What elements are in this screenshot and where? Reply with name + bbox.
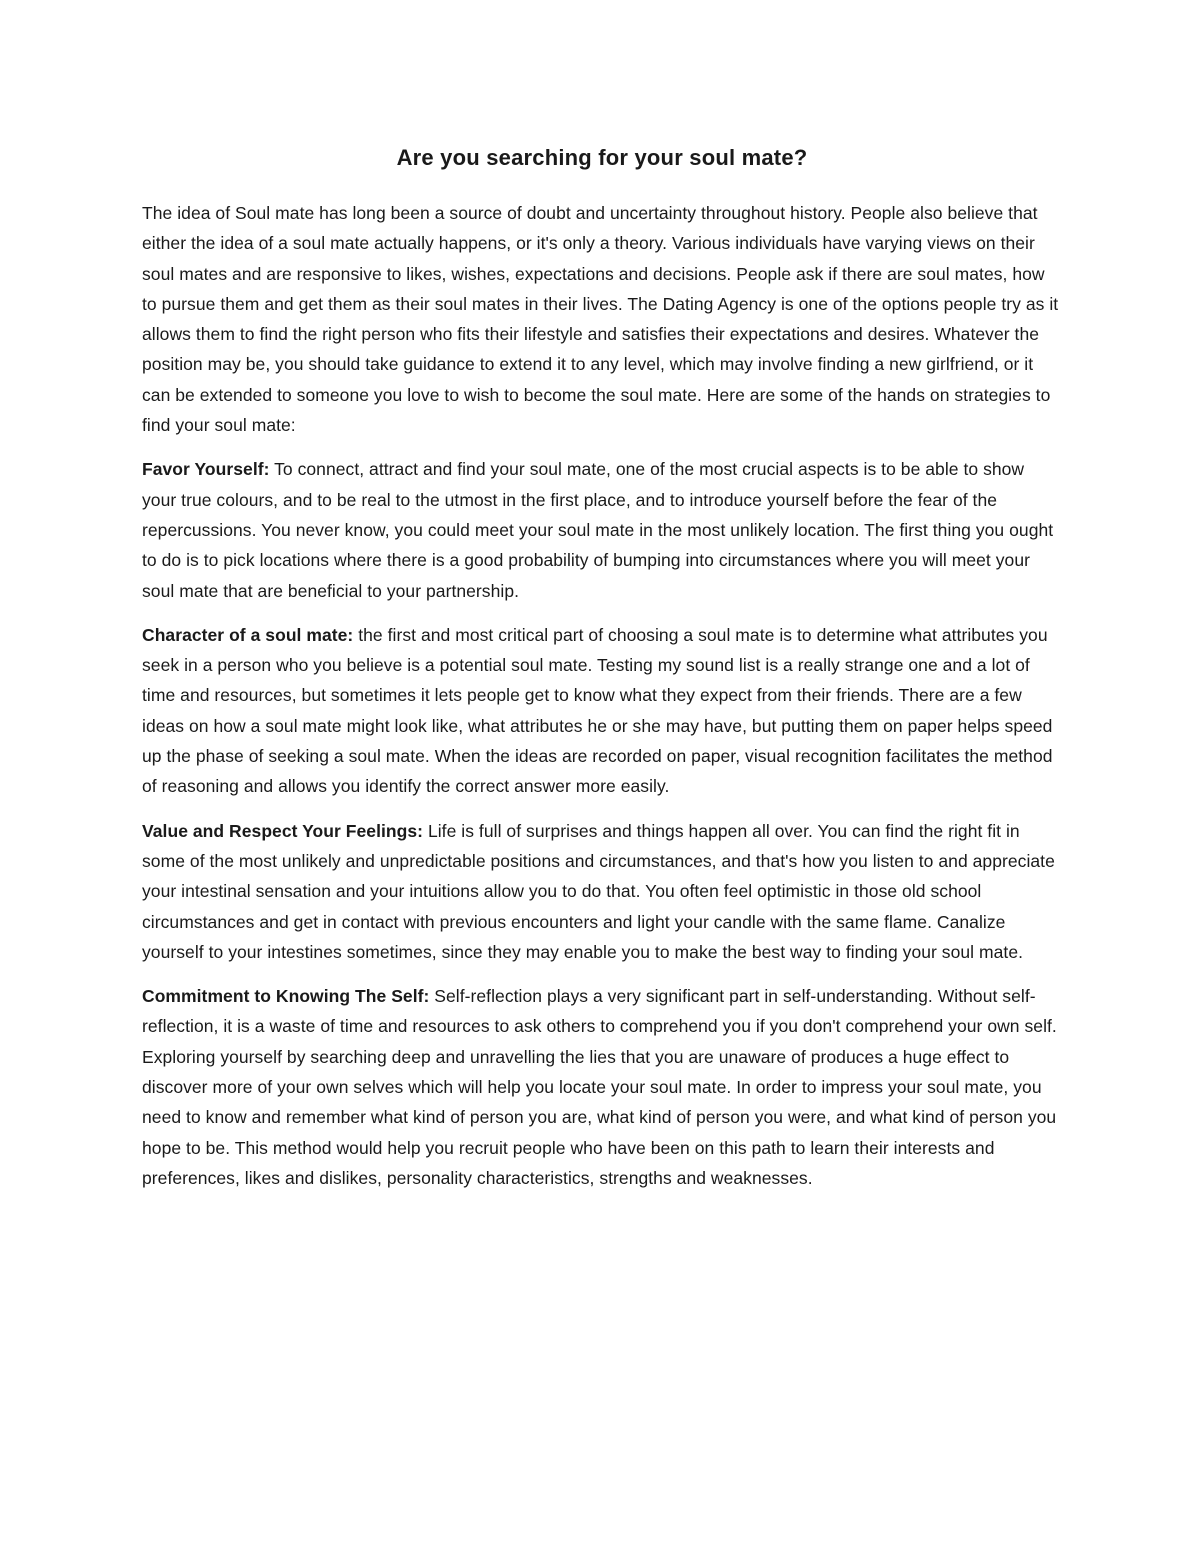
section-heading: Favor Yourself:: [142, 459, 270, 480]
document-body: [142, 0, 1062, 1193]
document-title: Are you searching for your soul mate?: [396, 145, 808, 170]
section-heading: Commitment to Knowing The Self:: [142, 986, 430, 1007]
section-body: Self-reflection plays a very significant part in self-understanding. Without self-reflection, it is a waste of time and resources to ask others to comprehend you if you don't comprehend your own self. Exploring yourself by searching deep and unravelling the lies that you are unaware of produces a huge effect to discover more of your own selves which will help you locate your soul mate. In order to impress your soul mate, you need to know and remember what kind of person you are, what kind of person you were, and what kind of person you hope to be. This method would help you recruit people who have been on this path to learn their interests and preferences, likes and dislikes, personality characteristics, strengths and weaknesses.: [142, 986, 1057, 1188]
section-body: To connect, attract and find your soul mate, one of the most crucial aspects is to be able to show your true colours, and to be real to the utmost in the first place, and to introduce yourself before the fear of the repercussions. You never know, you could meet your soul mate in the most unlikely location. The first thing you ought to do is to pick locations where there is a good probability of bumping into circumstances where you will meet your soul mate that are beneficial to your partnership.: [142, 459, 1054, 601]
section-favor-yourself: [142, 454, 1062, 605]
section-character-of-soul-mate: [142, 620, 1062, 802]
section-body: the first and most critical part of choosing a soul mate is to determine what attributes you seek in a person who you believe is a potential soul mate. Testing my sound list is a really strange one and a lot of time and resources, but sometimes it lets people get to know what they expect from their friends. There are a few ideas on how a soul mate might look like, what attributes he or she may have, but putting them on paper helps speed up the phase of seeking a soul mate. When the ideas are recorded on paper, visual recognition facilitates the method of reasoning and allows you identify the correct answer more easily.: [142, 624, 1053, 797]
section-heading: Value and Respect Your Feelings:: [142, 820, 424, 841]
section-body: Life is full of surprises and things happen all over. You can find the right fit in some of the most unlikely and unpredictable positions and circumstances, and that's how you listen to and appreciate your intestinal sensation and your intuitions allow you to do that. You often feel optimistic in those old school circumstances and get in contact with previous encounters and light your candle with the same flame. Canalize yourself to your intestines sometimes, since they may enable you to make the best way to finding your soul mate.: [142, 820, 1055, 962]
section-value-and-respect-feelings: [142, 816, 1062, 967]
section-heading: Character of a soul mate:: [142, 624, 354, 645]
section-commitment-to-knowing-self: [142, 981, 1062, 1193]
intro-paragraph: The idea of Soul mate has long been a source of doubt and uncertainty throughout history. People also believe that either the idea of a soul mate actually happens, or it's only a theory. Various individuals have varying views on their soul mates and are responsive to likes, wishes, expectations and decisions. People ask if there are soul mates, how to pursue them and get them as their soul mates in their lives. The Dating Agency is one of the options people try as it allows them to find the right person who fits their lifestyle and satisfies their expectations and desires. Whatever the position may be, you should take guidance to extend it to any level, which may involve finding a new girlfriend, or it can be extended to someone you love to wish to become the soul mate. Here are some of the hands on strategies to find your soul mate:: [142, 203, 1059, 436]
